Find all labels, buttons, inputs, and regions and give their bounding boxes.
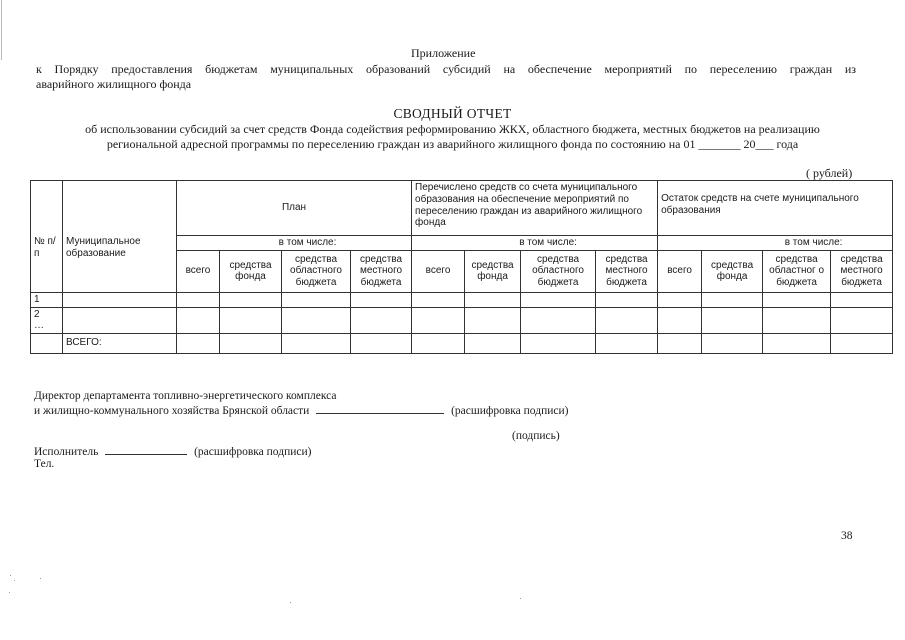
header-transferred: Перечислено средств со счета муниципального образования на обеспечение мероприятий по переселению граждан из аварийного жилищного фонда — [412, 181, 658, 236]
table-total-row — [31, 333, 893, 353]
director-title-line2 — [34, 403, 568, 417]
scan-speck — [520, 598, 521, 599]
executor-signature-line — [105, 444, 187, 455]
plan-local-header: средства местного бюджета — [351, 250, 412, 292]
units-label: ( рублей) — [806, 166, 853, 180]
header-num: № п/п — [31, 181, 63, 293]
table-row — [31, 292, 893, 307]
balance-including: в том числе: — [658, 236, 893, 251]
appendix-text-line2: аварийного жилищного фонда — [36, 77, 192, 91]
row-num — [31, 307, 63, 333]
total-label: ВСЕГО: — [63, 333, 177, 353]
appendix-text-line1: к Порядку предоставления бюджетам муниципальных образований субсидий на обеспечение мероприятий по переселению граждан из — [36, 62, 856, 76]
header-balance: Остаток средств на счете муниципального образования — [658, 181, 893, 236]
appendix-title: Приложение — [411, 46, 476, 60]
row-num-ellipsis: … — [34, 319, 44, 331]
executor-decode-label: (расшифровка подписи) — [194, 446, 312, 458]
scan-speck — [40, 578, 41, 579]
executor-label: Исполнитель — [34, 446, 99, 458]
report-subtitle-line2: региональной адресной программы по переселению граждан из аварийного жилищного фонда по состоянию на 01 _______ 20___ года — [106, 137, 799, 151]
report-title: СВОДНЫЙ ОТЧЕТ — [393, 106, 512, 121]
scan-speck — [14, 580, 15, 581]
plan-regional-header: средства областного бюджета — [282, 250, 351, 292]
plan-total-header: всего — [177, 250, 220, 292]
transferred-local-header: средства местного бюджета — [596, 250, 658, 292]
report-subtitle-line1: об использовании субсидий за счет средств Фонда содействия реформированию ЖКХ, областного бюджета, местных бюджетов на реализацию — [85, 122, 820, 136]
plan-fund-header: средства фонда — [220, 250, 282, 292]
scan-speck — [9, 592, 10, 593]
transferred-total-header: всего — [412, 250, 465, 292]
phone-label: Тел. — [34, 458, 55, 470]
transferred-regional-header: средства областного бюджета — [521, 250, 596, 292]
row-num-value: 2 — [34, 308, 40, 320]
balance-total-header: всего — [658, 250, 702, 292]
executor-line — [34, 444, 311, 458]
scan-speck — [290, 602, 291, 603]
director-title-text: и жилищно-коммунального хозяйства Брянской области — [34, 405, 310, 417]
header-plan: План — [177, 181, 412, 236]
table-row — [31, 307, 893, 333]
scan-edge-line — [1, 0, 2, 60]
scan-speck — [10, 575, 11, 576]
page-number: 38 — [841, 530, 853, 542]
row-municipality — [63, 292, 177, 307]
director-decode-label: (расшифровка подписи) — [451, 405, 569, 417]
plan-including: в том числе: — [177, 236, 412, 251]
director-title-line1: Директор департамента топливно-энергетического комплекса — [34, 390, 337, 402]
header-municipality: Муниципальное образование — [63, 181, 177, 293]
director-signature-line — [316, 403, 444, 414]
signature-caption: (подпись) — [512, 430, 560, 442]
balance-regional-header: средства областног о бюджета — [763, 250, 831, 292]
row-num: 1 — [31, 292, 63, 307]
row-municipality — [63, 307, 177, 333]
report-table — [30, 180, 893, 354]
balance-local-header: средства местного бюджета — [831, 250, 893, 292]
transferred-fund-header: средства фонда — [465, 250, 521, 292]
transferred-including: в том числе: — [412, 236, 658, 251]
balance-fund-header: средства фонда — [702, 250, 763, 292]
